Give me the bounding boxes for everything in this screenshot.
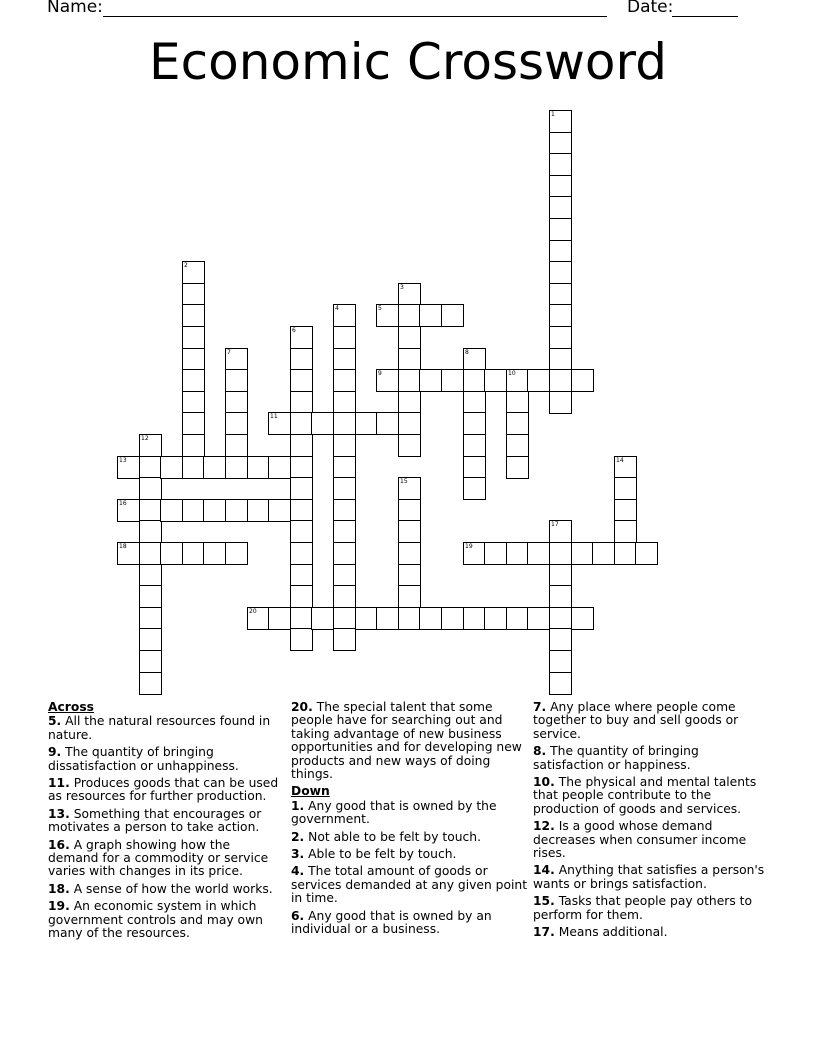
clue-text: The physical and mental talents that people contribute to the production of goods and services. (533, 775, 757, 816)
crossword-cell[interactable] (463, 456, 486, 479)
crossword-cell[interactable] (527, 607, 550, 630)
crossword-cell[interactable] (549, 175, 572, 198)
crossword-cell[interactable] (290, 499, 313, 522)
clue-item (533, 776, 773, 816)
crossword-cell[interactable] (549, 369, 572, 392)
crossword-cell[interactable] (614, 520, 637, 543)
clue-item (533, 895, 773, 922)
crossword-cell[interactable] (398, 348, 421, 371)
crossword-cell[interactable] (484, 369, 507, 392)
crossword-cell[interactable] (182, 304, 205, 327)
crossword-cell[interactable] (333, 434, 356, 457)
clue-number: 3. (291, 847, 305, 862)
crossword-cell[interactable] (290, 326, 313, 349)
crossword-cell[interactable] (290, 564, 313, 587)
clue-number: 18. (48, 881, 70, 896)
clue-text: The special talent that some people have for searching out and taking advantage of new business opportunities and for developing new products and new ways of doing things. (291, 700, 522, 782)
crossword-cell[interactable] (333, 456, 356, 479)
clue-text: Produces goods that can be used as resources for further production. (48, 776, 279, 804)
clue-item (291, 865, 529, 905)
clue-item (48, 900, 280, 940)
crossword-cell[interactable] (160, 499, 183, 522)
clue-number: 15. (533, 894, 555, 909)
crossword-cell[interactable] (592, 542, 615, 565)
crossword-cell[interactable] (290, 585, 313, 608)
name-label: Name: (47, 0, 103, 17)
cell-number: 14 (616, 457, 624, 464)
cell-number: 7 (227, 349, 231, 356)
crossword-cell[interactable] (398, 434, 421, 457)
crossword-cell[interactable] (571, 369, 594, 392)
crossword-cell[interactable] (549, 607, 572, 630)
crossword-cell[interactable] (333, 499, 356, 522)
clue-text: Is a good whose demand decreases when consumer income rises. (533, 819, 747, 861)
crossword-cell[interactable] (182, 283, 205, 306)
crossword-cell[interactable] (506, 542, 529, 565)
clue-item (48, 746, 280, 773)
crossword-cell[interactable] (182, 499, 205, 522)
clue-item (291, 910, 529, 937)
cell-number: 6 (292, 327, 296, 334)
crossword-cell[interactable] (549, 348, 572, 371)
crossword-cell[interactable] (376, 369, 399, 392)
crossword-cell[interactable] (506, 456, 529, 479)
clue-text: Something that encourages or motivates a person to take action. (48, 806, 262, 835)
crossword-cell[interactable] (484, 542, 507, 565)
crossword-cell[interactable] (182, 434, 205, 457)
date-label: Date: (627, 0, 674, 17)
crossword-cell[interactable] (398, 283, 421, 306)
crossword-cell[interactable] (549, 110, 572, 133)
cell-number: 4 (335, 305, 339, 312)
crossword-cell[interactable] (333, 369, 356, 392)
crossword-cell[interactable] (484, 607, 507, 630)
crossword-cell[interactable] (549, 304, 572, 327)
crossword-cell[interactable] (549, 196, 572, 219)
crossword-cell[interactable] (333, 607, 356, 630)
cell-number: 11 (270, 413, 278, 420)
crossword-cell[interactable] (139, 607, 162, 630)
crossword-cell[interactable] (117, 499, 140, 522)
crossword-cell[interactable] (203, 542, 226, 565)
crossword-cell[interactable] (139, 434, 162, 457)
crossword-cell[interactable] (203, 499, 226, 522)
crossword-cell[interactable] (376, 412, 399, 435)
crossword-cell[interactable] (290, 477, 313, 500)
crossword-cell[interactable] (333, 412, 356, 435)
down-heading: Down (291, 784, 330, 799)
cell-number: 10 (508, 370, 516, 377)
clue-item (533, 864, 773, 891)
crossword-cell[interactable] (290, 607, 313, 630)
crossword-cell[interactable] (182, 412, 205, 435)
crossword-cell[interactable] (333, 564, 356, 587)
crossword-cell[interactable] (268, 499, 291, 522)
crossword-cell[interactable] (225, 412, 248, 435)
crossword-cell[interactable] (333, 477, 356, 500)
crossword-cell[interactable] (398, 607, 421, 630)
crossword-cell[interactable] (398, 304, 421, 327)
crossword-cell[interactable] (441, 369, 464, 392)
clue-number: 1. (291, 798, 305, 813)
crossword-cell[interactable] (225, 542, 248, 565)
crossword-cell[interactable] (160, 456, 183, 479)
crossword-cell[interactable] (139, 477, 162, 500)
clues-column-3 (533, 701, 773, 944)
clue-text: An economic system in which government controls and may own many of the resources. (48, 899, 263, 941)
crossword-cell[interactable] (506, 607, 529, 630)
crossword-cell[interactable] (549, 261, 572, 284)
crossword-cell[interactable] (290, 412, 313, 435)
clue-item (533, 745, 773, 772)
clue-number: 9. (48, 745, 62, 760)
crossword-cell[interactable] (182, 261, 205, 284)
clue-item (48, 883, 280, 896)
crossword-cell[interactable] (333, 628, 356, 651)
clue-text: Tasks that people pay others to perform for them. (533, 894, 752, 922)
clue-text: All the natural resources found in nature. (48, 714, 271, 742)
crossword-cell[interactable] (527, 542, 550, 565)
crossword-cell[interactable] (182, 542, 205, 565)
crossword-cell[interactable] (333, 542, 356, 565)
cell-number: 5 (378, 305, 382, 312)
clue-number: 7. (533, 700, 547, 714)
cell-number: 19 (465, 543, 473, 550)
crossword-cell[interactable] (398, 391, 421, 414)
crossword-cell[interactable] (506, 391, 529, 414)
crossword-cell[interactable] (333, 391, 356, 414)
crossword-cell[interactable] (290, 456, 313, 479)
crossword-cell[interactable] (549, 132, 572, 155)
crossword-cell[interactable] (333, 304, 356, 327)
crossword-cell[interactable] (290, 542, 313, 565)
clue-number: 6. (291, 908, 305, 923)
clue-text: Able to be felt by touch. (304, 847, 457, 862)
crossword-cell[interactable] (290, 348, 313, 371)
crossword-cell[interactable] (225, 391, 248, 414)
clue-item (48, 808, 280, 835)
cell-number: 12 (141, 435, 149, 442)
crossword-cell[interactable] (549, 218, 572, 241)
crossword-cell[interactable] (549, 542, 572, 565)
clue-text: The total amount of goods or services demanded at any given point in time. (291, 864, 528, 906)
crossword-cell[interactable] (182, 369, 205, 392)
clue-text: A graph showing how the demand for a commodity or service varies with changes in its price. (48, 837, 269, 879)
crossword-cell[interactable] (182, 391, 205, 414)
cell-number: 1 (551, 111, 555, 118)
crossword-cell[interactable] (333, 520, 356, 543)
crossword-cell[interactable] (398, 326, 421, 349)
crossword-cell[interactable] (333, 348, 356, 371)
cell-number: 17 (551, 521, 559, 528)
clues-column-1 (48, 701, 280, 945)
clue-number: 8. (533, 744, 547, 759)
clue-number: 19. (48, 899, 70, 914)
clue-number: 14. (533, 863, 555, 878)
clue-number: 16. (48, 837, 70, 852)
crossword-cell[interactable] (225, 499, 248, 522)
crossword-cell[interactable] (247, 456, 270, 479)
cell-number: 8 (465, 349, 469, 356)
crossword-cell[interactable] (463, 607, 486, 630)
crossword-cell[interactable] (139, 564, 162, 587)
crossword-cell[interactable] (549, 153, 572, 176)
crossword-cell[interactable] (139, 542, 162, 565)
crossword-cell[interactable] (614, 477, 637, 500)
crossword-cell[interactable] (139, 499, 162, 522)
crossword-cell[interactable] (463, 412, 486, 435)
clue-number: 12. (533, 819, 555, 834)
crossword-cell[interactable] (290, 369, 313, 392)
clue-text: Not able to be felt by touch. (304, 829, 481, 844)
crossword-cell[interactable] (527, 369, 550, 392)
crossword-cell[interactable] (268, 412, 291, 435)
cell-number: 13 (119, 457, 127, 464)
clue-number: 5. (48, 714, 62, 729)
crossword-cell[interactable] (333, 585, 356, 608)
crossword-cell[interactable] (549, 628, 572, 651)
clue-number: 13. (48, 806, 70, 821)
clue-text: Any good that is owned by an individual or a business. (291, 908, 492, 937)
crossword-cell[interactable] (311, 412, 334, 435)
cell-number: 18 (119, 543, 127, 550)
crossword-cell[interactable] (139, 456, 162, 479)
crossword-cell[interactable] (268, 607, 291, 630)
clue-text: Means additional. (554, 925, 668, 940)
crossword-cell[interactable] (203, 456, 226, 479)
crossword-cell[interactable] (398, 520, 421, 543)
cell-number: 3 (400, 284, 404, 291)
crossword-cell[interactable] (549, 585, 572, 608)
crossword-cell[interactable] (549, 326, 572, 349)
crossword-cell[interactable] (376, 304, 399, 327)
crossword-cell[interactable] (139, 520, 162, 543)
cell-number: 15 (400, 478, 408, 485)
clue-item (291, 800, 529, 827)
crossword-cell[interactable] (182, 326, 205, 349)
cell-number: 16 (119, 500, 127, 507)
clues-column-2 (291, 701, 529, 941)
crossword-cell[interactable] (506, 434, 529, 457)
clue-text: Any place where people come together to buy and sell goods or service. (533, 700, 739, 741)
crossword-cell[interactable] (398, 412, 421, 435)
crossword-cell[interactable] (290, 520, 313, 543)
crossword-cell[interactable] (549, 650, 572, 673)
crossword-cell[interactable] (398, 585, 421, 608)
clue-item (533, 820, 773, 860)
crossword-cell[interactable] (398, 499, 421, 522)
crossword-cell[interactable] (182, 348, 205, 371)
crossword-cell[interactable] (506, 412, 529, 435)
clue-number: 2. (291, 829, 305, 844)
cell-number: 9 (378, 370, 382, 377)
crossword-cell[interactable] (311, 607, 334, 630)
crossword-cell[interactable] (463, 391, 486, 414)
across-heading: Across (48, 700, 94, 714)
clue-item (533, 701, 773, 741)
crossword-cell[interactable] (463, 434, 486, 457)
crossword-cell[interactable] (160, 542, 183, 565)
crossword-cell[interactable] (290, 391, 313, 414)
crossword-cell[interactable] (290, 628, 313, 651)
crossword-cell[interactable] (549, 672, 572, 695)
crossword-cell[interactable] (441, 607, 464, 630)
crossword-cell[interactable] (398, 369, 421, 392)
crossword-cell[interactable] (419, 607, 442, 630)
crossword-cell[interactable] (549, 240, 572, 263)
crossword-cell[interactable] (225, 369, 248, 392)
crossword-cell[interactable] (549, 520, 572, 543)
crossword-cell[interactable] (398, 477, 421, 500)
crossword-cell[interactable] (549, 564, 572, 587)
crossword-cell[interactable] (225, 456, 248, 479)
crossword-cell[interactable] (333, 326, 356, 349)
clue-number: 10. (533, 775, 555, 790)
clue-item (291, 831, 529, 844)
crossword-cell[interactable] (225, 348, 248, 371)
crossword-cell[interactable] (635, 542, 658, 565)
cell-number: 2 (184, 262, 188, 269)
crossword-cell[interactable] (376, 607, 399, 630)
clue-text: The quantity of bringing dissatisfaction or unhappiness. (48, 745, 239, 773)
crossword-cell[interactable] (463, 542, 486, 565)
crossword-cell[interactable] (355, 412, 378, 435)
crossword-cell[interactable] (549, 391, 572, 414)
crossword-cell[interactable] (571, 542, 594, 565)
crossword-cell[interactable] (225, 434, 248, 457)
crossword-cell[interactable] (268, 456, 291, 479)
crossword-cell[interactable] (139, 628, 162, 651)
crossword-cell[interactable] (139, 672, 162, 695)
crossword-cell[interactable] (571, 607, 594, 630)
clue-item (291, 701, 529, 781)
crossword-cell[interactable] (419, 369, 442, 392)
crossword-cell[interactable] (247, 499, 270, 522)
page-title: Economic Crossword (149, 33, 667, 91)
crossword-cell[interactable] (290, 434, 313, 457)
crossword-cell[interactable] (117, 542, 140, 565)
clue-number: 4. (291, 864, 305, 879)
clue-text: A sense of how the world works. (69, 881, 273, 896)
crossword-cell[interactable] (463, 477, 486, 500)
crossword-cell[interactable] (614, 542, 637, 565)
cell-number: 20 (249, 608, 257, 615)
crossword-cell[interactable] (463, 348, 486, 371)
clue-item (48, 715, 280, 742)
clue-text: Any good that is owned by the government. (291, 798, 497, 827)
crossword-cell[interactable] (419, 304, 442, 327)
crossword-cell[interactable] (463, 369, 486, 392)
crossword-cell[interactable] (139, 585, 162, 608)
crossword-cell[interactable] (614, 499, 637, 522)
crossword-cell[interactable] (506, 369, 529, 392)
crossword-cell[interactable] (247, 607, 270, 630)
crossword-cell[interactable] (139, 650, 162, 673)
clue-item (48, 777, 280, 804)
crossword-cell[interactable] (182, 456, 205, 479)
clue-number: 17. (533, 925, 555, 940)
crossword-cell[interactable] (614, 456, 637, 479)
crossword-cell[interactable] (398, 542, 421, 565)
crossword-cell[interactable] (549, 283, 572, 306)
clue-item (533, 926, 773, 939)
crossword-cell[interactable] (398, 564, 421, 587)
crossword-cell[interactable] (355, 607, 378, 630)
crossword-cell[interactable] (117, 456, 140, 479)
crossword-cell[interactable] (441, 304, 464, 327)
clue-item (48, 839, 280, 879)
clue-text: The quantity of bringing satisfaction or happiness. (533, 744, 699, 772)
clue-item (291, 848, 529, 861)
clue-text: Anything that satisfies a person's wants or brings satisfaction. (533, 863, 765, 891)
clue-number: 11. (48, 776, 70, 791)
clue-number: 20. (291, 700, 313, 714)
